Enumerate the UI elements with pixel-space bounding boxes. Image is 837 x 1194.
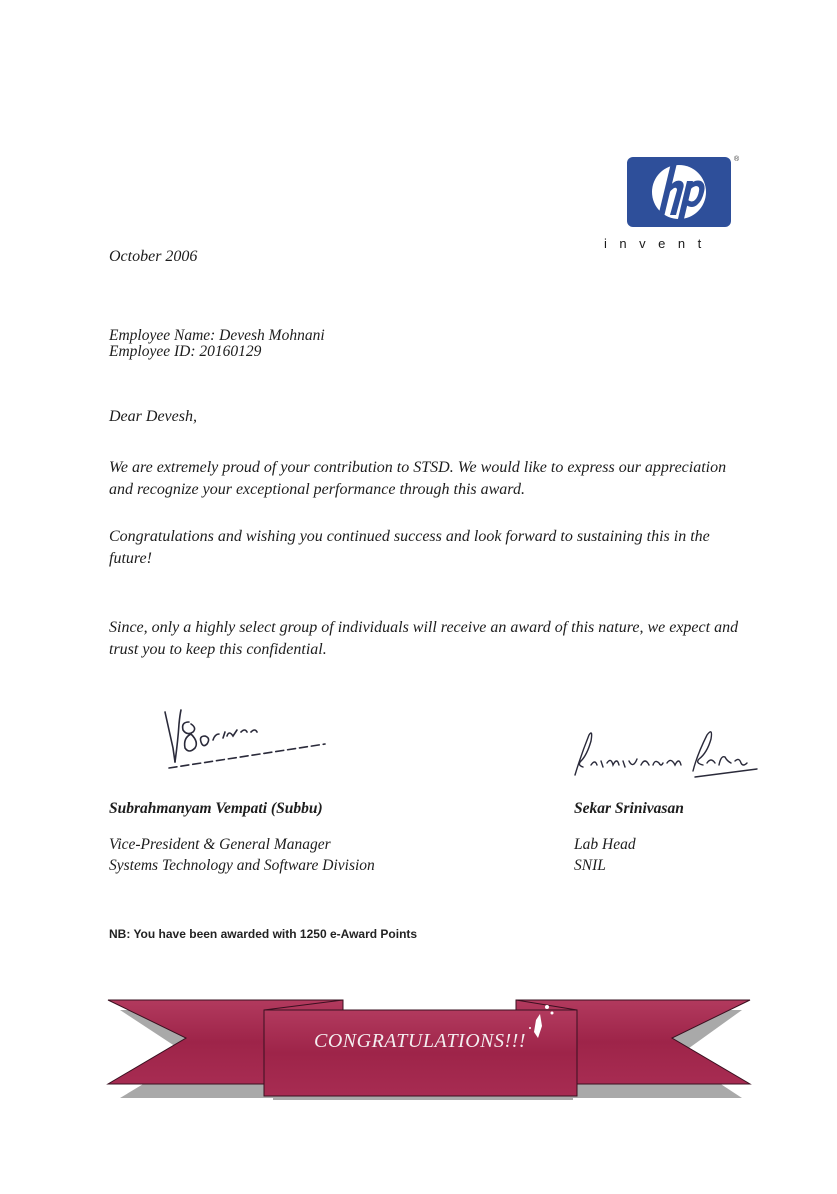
signature-right <box>567 725 762 785</box>
signatory-title <box>574 834 636 876</box>
employee-name: Employee Name: Devesh Mohnani <box>109 327 325 344</box>
body-paragraph: Congratulations and wishing you continued success and look forward to sustaining this in the future! <box>109 528 710 567</box>
ribbon-center-panel <box>264 1010 577 1096</box>
body-paragraph: We are extremely proud of your contribution to STSD. We would like to express our appreciation and recognize your exceptional performance through this award. <box>109 459 727 498</box>
signatory-name: Subrahmanyam Vempati (Subbu) <box>109 800 323 817</box>
award-points-note: NB: You have been awarded with 1250 e-Award Points <box>109 927 418 941</box>
handwritten-signature-icon <box>145 700 335 780</box>
signatory-title-line: Lab Head <box>574 836 636 853</box>
employee-id: Employee ID: 20160129 <box>109 343 262 360</box>
letter-date: October 2006 <box>109 248 198 265</box>
salutation: Dear Devesh, <box>109 408 197 425</box>
hp-logo-icon <box>627 157 731 227</box>
employee-info <box>109 328 325 360</box>
signatory-title-line: Systems Technology and Software Division <box>109 857 375 874</box>
signatory-name: Sekar Srinivasan <box>574 800 684 817</box>
body-paragraph: Since, only a highly select group of individuals will receive an award of this nature, we expect and trust you to keep this confidential. <box>109 619 739 658</box>
logo-tagline: invent <box>604 236 714 251</box>
signature-left <box>145 700 335 780</box>
handwritten-signature-icon <box>567 725 762 785</box>
registered-mark: ® <box>734 156 740 163</box>
congratulations-text: CONGRATULATIONS!!! <box>314 1030 526 1052</box>
signatory-title-line: Vice-President & General Manager <box>109 836 331 853</box>
hp-logo <box>627 157 731 227</box>
signatory-title <box>109 834 375 876</box>
signatory-title-line: SNIL <box>574 857 606 874</box>
